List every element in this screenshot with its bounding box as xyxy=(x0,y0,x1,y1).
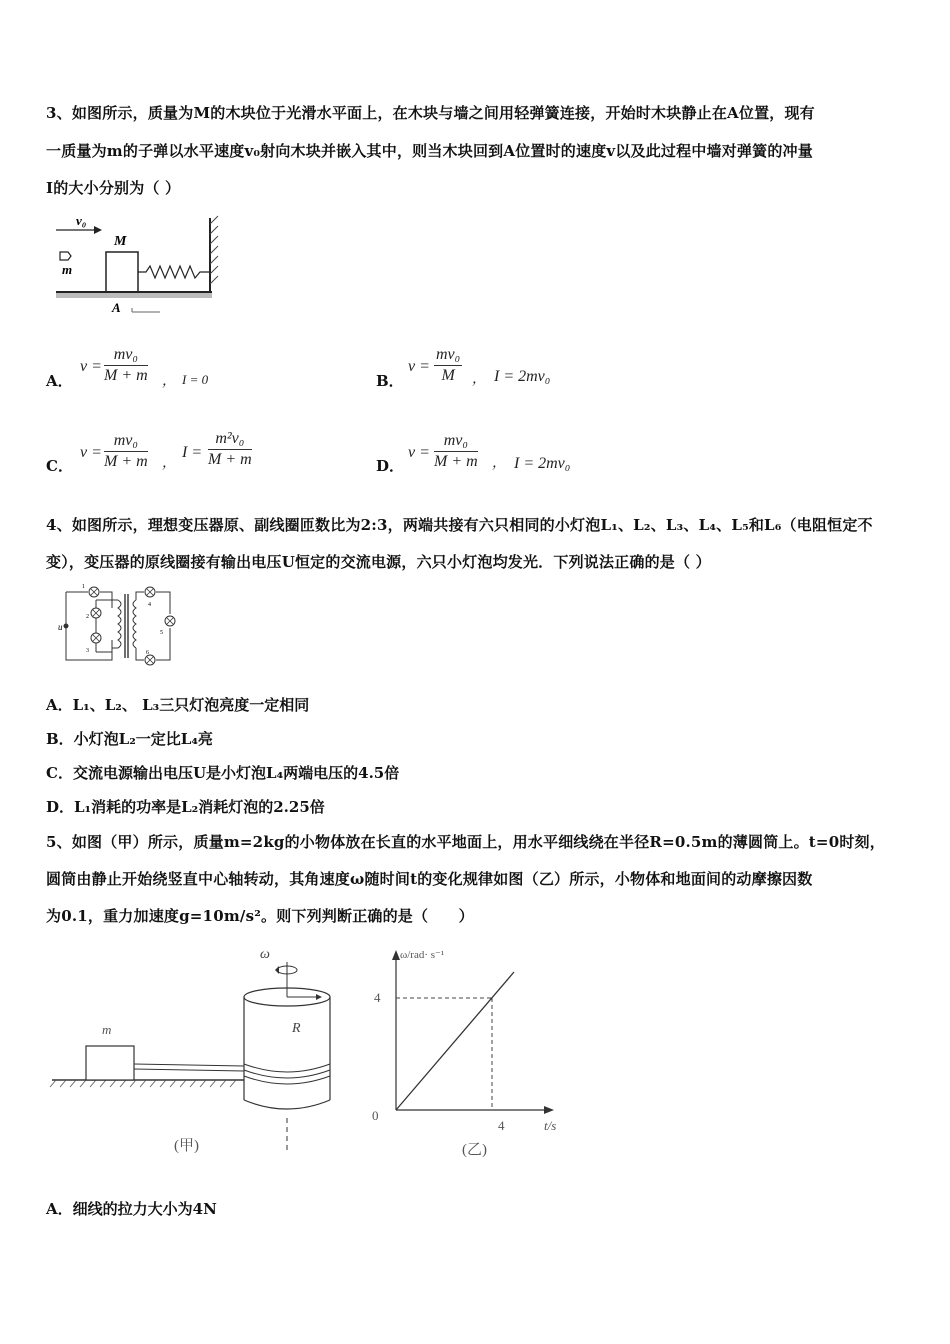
q3-option-c-fraction xyxy=(104,432,148,471)
q4-option-b[interactable]: B．小灯泡L₂一定比L₄亮 xyxy=(46,730,213,748)
q4-option-a[interactable]: A．L₁、L₂、 L₃三只灯泡亮度一定相同 xyxy=(46,696,310,714)
q4-fig-num5: 5 xyxy=(160,630,163,636)
q4-fig-num6: 6 xyxy=(146,650,149,656)
q4-fig-u-label: u xyxy=(58,622,63,632)
q3-fig-A-label: A xyxy=(112,300,121,315)
q3-option-b-v: v = xyxy=(408,358,430,375)
q3-option-a-sep: ， xyxy=(162,374,176,389)
q3-option-d-fraction xyxy=(434,432,478,471)
q3-option-b-I: I = 2mv₀ xyxy=(494,368,551,385)
q4-fig-num1: 1 xyxy=(82,584,85,590)
q3-option-d-I: I = 2mv₀ xyxy=(514,455,571,472)
q3-option-c-den: M + m xyxy=(104,453,148,470)
q3-option-c-I: I = xyxy=(182,444,203,461)
q3-option-b-sep: ， xyxy=(472,372,486,387)
q4-fig-num4: 4 xyxy=(148,602,151,608)
q4-option-c[interactable]: C．交流电源输出电压U是小灯泡L₄两端电压的4.5倍 xyxy=(46,764,400,782)
q5-stem-line1: 5、如图（甲）所示，质量m=2kg的小物体放在长直的水平地面上，用水平细线绕在半径R=0.5m的薄圆筒上。t=0时刻， xyxy=(46,833,885,851)
q3-option-a-fraction xyxy=(104,346,148,385)
q4-stem-line2: 变），变压器的原线圈接有输出电压U恒定的交流电源，六只小灯泡均发光．下列说法正确的是（ ） xyxy=(46,553,711,571)
q3-fig-v0-label: v₀ xyxy=(76,213,87,228)
q3-option-a-I: I = 0 xyxy=(182,372,209,387)
q3-option-d-label[interactable]: D． xyxy=(376,457,405,475)
q5-fig-jia-caption: (甲) xyxy=(174,1138,199,1154)
q3-option-c-sep: ， xyxy=(162,456,176,471)
q5-figure-yi-graph xyxy=(364,944,564,1162)
q5-graph-origin: 0 xyxy=(372,1108,379,1123)
q3-option-c-num2: m²v₀ xyxy=(208,430,252,450)
q3-option-c-num: mv₀ xyxy=(104,432,148,452)
q3-option-d-v: v = xyxy=(408,444,430,461)
q3-option-a-label[interactable]: A． xyxy=(46,372,73,390)
q5-fig-yi-caption: (乙) xyxy=(462,1142,487,1158)
q3-option-c-fraction2 xyxy=(208,430,252,469)
q3-stem-line3: I的大小分别为（ ） xyxy=(46,179,181,197)
q3-option-d-den: M + m xyxy=(434,453,478,470)
q3-option-a-v: v = xyxy=(80,358,102,375)
q5-graph-omega-line xyxy=(396,972,514,1110)
q4-transformer-circuit-figure xyxy=(52,582,184,666)
q3-option-a-num: mv₀ xyxy=(104,346,148,366)
q3-option-c-label[interactable]: C． xyxy=(46,457,73,475)
q5-graph-xtick-4: 4 xyxy=(498,1118,505,1133)
q3-option-d-sep: ， xyxy=(492,456,506,471)
q5-stem-line3: 为0.1，重力加速度g=10m/s²。则下列判断正确的是（ ） xyxy=(46,907,474,925)
q5-fig-R-label: R xyxy=(292,1021,301,1036)
q3-fig-M-label: M xyxy=(114,234,127,249)
q5-graph-ytick-4: 4 xyxy=(374,990,381,1005)
q4-fig-num3: 3 xyxy=(86,648,89,654)
q3-fig-m-label: m xyxy=(62,262,73,277)
q5-option-a[interactable]: A．细线的拉力大小为4N xyxy=(46,1200,217,1218)
q4-fig-num2: 2 xyxy=(86,614,89,620)
q5-fig-omega-label: ω xyxy=(260,947,270,962)
q5-figure-jia xyxy=(46,940,356,1162)
q3-option-c-v: v = xyxy=(80,444,102,461)
q3-option-b-num: mv₀ xyxy=(434,346,462,366)
q3-spring-block-figure xyxy=(52,212,222,320)
q3-option-a-den: M + m xyxy=(104,367,148,384)
q5-fig-m-label: m xyxy=(102,1022,112,1037)
q3-stem-line2: 一质量为m的子弹以水平速度v₀射向木块并嵌入其中，则当木块回到A位置时的速度v以及此过程中墙对弹簧的冲量 xyxy=(46,142,813,160)
q5-stem-line2: 圆筒由静止开始绕竖直中心轴转动，其角速度ω随时间t的变化规律如图（乙）所示，小物体和地面间的动摩擦因数 xyxy=(46,870,813,888)
q3-option-d-num: mv₀ xyxy=(434,432,478,452)
q3-stem-line1: 3、如图所示，质量为M的木块位于光滑水平面上，在木块与墙之间用轻弹簧连接，开始时木块静止在A位置，现有 xyxy=(46,104,815,122)
q5-graph-xlabel: t/s xyxy=(544,1118,557,1133)
q5-graph-ylabel: ω/rad· s⁻¹ xyxy=(400,949,445,961)
q4-stem-line1: 4、如图所示，理想变压器原、副线圈匝数比为2:3，两端共接有六只相同的小灯泡L₁、L₂、L₃、L₄、L₅和L₆（电阻恒定不 xyxy=(46,516,873,534)
q3-option-c-den2: M + m xyxy=(208,451,252,468)
q4-option-d[interactable]: D．L₁消耗的功率是L₂消耗灯泡的2.25倍 xyxy=(46,798,325,816)
q3-option-b-den: M xyxy=(441,367,455,384)
q3-option-b-label[interactable]: B． xyxy=(376,372,404,390)
q3-option-b-fraction xyxy=(434,346,462,385)
